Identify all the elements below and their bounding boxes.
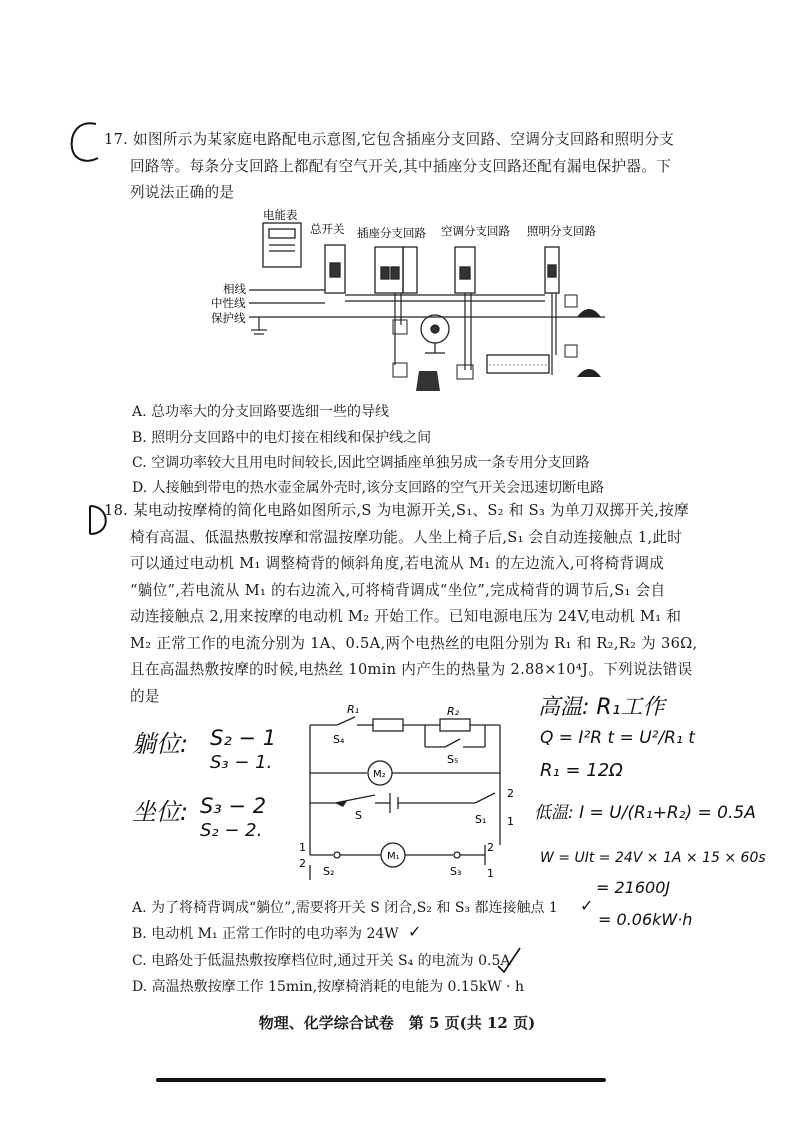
q18-line: 且在高温热敷按摩的时候,电热丝 10min 内产生的热量为 2.88×10⁴J。下列说法错误 — [130, 661, 693, 678]
meter-label: 电能表 — [263, 208, 298, 222]
q18-line: 的是 — [130, 687, 160, 705]
q18-option-b: B. 电动机 M₁ 正常工作时的电功率为 24W — [132, 926, 399, 942]
q18-option-d: D. 高温热敷按摩工作 15min,按摩椅消耗的电能为 0.15kW · h — [132, 979, 524, 995]
m2-label: M₂ — [373, 769, 386, 780]
ac-branch-label: 空调分支回路 — [441, 224, 510, 238]
r1-label: R₁ — [347, 705, 360, 716]
s3-label: S₃ — [450, 865, 462, 878]
lamp-icon — [577, 369, 601, 377]
ground-wire-label: 保护线 — [211, 311, 246, 325]
q18-line: 椅有高温、低温热敷按摩和常温按摩功能。人坐上椅子后,S₁ 会自动连接触点 1,此时 — [130, 528, 683, 546]
light-branch-label: 照明分支回路 — [527, 224, 596, 238]
q17-option-c: C. 空调功率较大且用电时间较长,因此空调插座单独另成一条专用分支回路 — [132, 455, 590, 471]
check-mark-a: ✓ — [580, 896, 594, 915]
q18-option-c: C. 电路处于低温热敷按摩档位时,通过开关 S₄ 的电流为 0.5A — [132, 953, 511, 969]
note-energy-kwh: = 0.06kW·h — [598, 910, 693, 929]
page-footer: 物理、化学综合试卷 第 5 页(共 12 页) — [258, 1014, 536, 1032]
q17-answer-mark — [68, 118, 102, 168]
contact-1-label: 1 — [299, 841, 306, 854]
note-zuowei-s3: S₃ − 2 — [200, 794, 267, 818]
s4-label: S₄ — [333, 733, 345, 746]
note-r1-value: R₁ = 12Ω — [540, 760, 623, 781]
q17-option-d: D. 人接触到带电的热水壶金属外壳时,该分支回路的空气开关会迅速切断电路 — [132, 480, 605, 496]
air-conditioner-icon — [487, 355, 549, 373]
q17-wiring-diagram — [205, 205, 615, 395]
note-energy-joules: = 21600J — [596, 878, 671, 897]
q17-stem — [104, 127, 674, 207]
s-label: S — [355, 809, 362, 822]
contact-2-label: 2 — [487, 841, 494, 854]
q18-option-a: A. 为了将椅背调成“躺位”,需要将开关 S 闭合,S₂ 和 S₃ 都连接触点 1 — [132, 900, 558, 916]
contact-2-label: 2 — [299, 857, 306, 870]
kettle-icon — [416, 371, 440, 391]
q17-option-b: B. 照明分支回路中的电灯接在相线和保护线之间 — [132, 430, 432, 446]
electric-meter — [263, 223, 301, 267]
ac-breaker — [455, 247, 475, 293]
note-low-temp: 低温: I = U/(R₁+R₂) = 0.5A — [534, 803, 756, 823]
main-switch-label: 总开关 — [310, 222, 345, 236]
contact-1-label: 1 — [507, 815, 514, 828]
q18-line: 动连接触点 2,用来按摩的电动机 M₂ 开始工作。已知电源电压为 24V,电动机 M₁ 和 — [130, 608, 682, 625]
bottom-rule — [156, 1078, 606, 1082]
fan-icon — [421, 315, 449, 353]
q18-line: 18. 某电动按摩椅的简化电路如图所示,S 为电源开关,S₁、S₂ 和 S₃ 为单刀双掷开关,按摩 — [104, 502, 689, 519]
note-high-temp: 高温: R₁工作 — [538, 695, 665, 720]
s5-label: S₅ — [447, 753, 459, 766]
m1-label: M₁ — [387, 851, 400, 862]
note-tangwei-s2: S₂ − 1 — [210, 726, 277, 750]
r2-label: R₂ — [447, 705, 460, 718]
option-c-slash — [494, 944, 524, 974]
q18-line: 可以通过电动机 M₁ 调整椅背的倾斜角度,若电流从 M₁ 的左边流入,可将椅背调成 — [130, 555, 665, 572]
q18-circuit-diagram — [295, 705, 525, 890]
q17-line1: 17. 如图所示为某家庭电路配电示意图,它包含插座分支回路、空调分支回路和照明分支 — [104, 131, 675, 148]
contact-2-label: 2 — [507, 787, 514, 800]
note-zuowei-s2: S₂ − 2. — [200, 820, 263, 841]
q18-stem — [104, 498, 698, 710]
check-mark-b: ✓ — [408, 922, 422, 941]
q18-line: M₂ 正常工作的电流分别为 1A、0.5A,两个电热丝的电阻分别为 R₁ 和 R₂,R₂ 为 36Ω, — [130, 634, 698, 652]
note-tangwei-label: 躺位: — [132, 730, 189, 758]
q17-line3: 列说法正确的是 — [130, 184, 235, 201]
contact-1-label: 1 — [487, 867, 494, 880]
q18-line: “躺位”,若电流从 M₁ 的右边流入,可将椅背调成“坐位”,完成椅背的调节后,S₁ 会自 — [130, 581, 666, 599]
note-energy-calc: W = UIt = 24V × 1A × 15 × 60s — [540, 850, 766, 866]
live-wire-label: 相线 — [223, 282, 246, 296]
socket-breaker — [375, 247, 417, 293]
s2-label: S₂ — [323, 865, 335, 878]
neutral-wire-label: 中性线 — [211, 296, 246, 310]
q17-option-a: A. 总功率大的分支回路要选细一些的导线 — [132, 404, 390, 420]
note-zuowei-label: 坐位: — [132, 798, 189, 826]
socket-branch-label: 插座分支回路 — [357, 226, 426, 240]
q17-line2: 回路等。每条分支回路上都配有空气开关,其中插座分支回路还配有漏电保护器。下 — [130, 157, 672, 175]
light-breaker — [545, 247, 559, 293]
main-switch — [325, 245, 345, 293]
note-tangwei-s3: S₃ − 1. — [210, 752, 273, 773]
note-q-formula: Q = I²R t = U²/R₁ t — [540, 728, 695, 748]
s1-label: S₁ — [475, 813, 487, 826]
lamp-icon — [577, 309, 601, 317]
